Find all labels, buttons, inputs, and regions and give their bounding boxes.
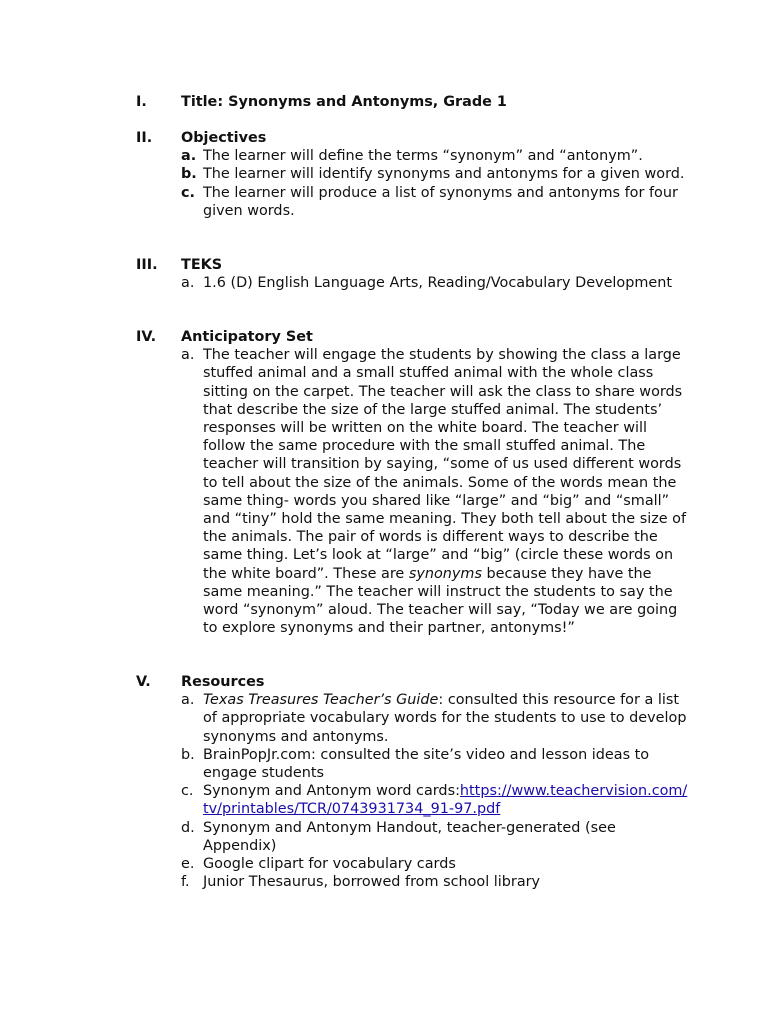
list-marker: e. <box>181 856 195 873</box>
list-marker: a. <box>181 347 195 364</box>
section-heading: Title: Synonyms and Antonyms, Grade 1 <box>181 94 507 110</box>
list-item-text: Synonym and Antonym Handout, teacher-generated (see Appendix) <box>203 819 616 854</box>
list-marker: b. <box>181 746 195 763</box>
word-cards-link[interactable]: https://www.teachervision.com/tv/printables/TCR/0743931734_91-97.pdf <box>203 783 688 818</box>
list-item <box>181 819 691 855</box>
list-item-text: Google clipart for vocabulary cards <box>203 856 456 873</box>
list-marker: c. <box>181 184 195 201</box>
objectives-list <box>181 147 691 220</box>
list-marker: c. <box>181 783 194 800</box>
paragraph-text: because they have the same meaning.” The teacher will instruct the students to say the word “synonym” aloud. The teacher will say, “Today we are going to explore synonyms and their partner, antonyms!” <box>203 565 678 637</box>
list-item-text <box>203 691 691 746</box>
list-item <box>181 274 691 292</box>
section-numeral: IV. <box>136 329 157 345</box>
list-item <box>181 165 691 183</box>
italic-term: synonyms <box>408 565 482 582</box>
resources-list <box>181 691 691 891</box>
section-heading: TEKS <box>181 257 223 273</box>
list-marker: a. <box>181 148 197 165</box>
list-item-text: The learner will identify synonyms and antonyms for a given word. <box>203 166 685 183</box>
list-item-text: The learner will produce a list of synonyms and antonyms for four given words. <box>203 184 678 219</box>
section-heading: Anticipatory Set <box>181 329 313 345</box>
list-item <box>181 346 691 637</box>
list-marker: a. <box>181 275 195 292</box>
list-item-text: BrainPopJr.com: consulted the site’s video and lesson ideas to engage students <box>203 746 650 781</box>
list-item <box>181 855 691 873</box>
list-item <box>181 873 691 891</box>
resource-description: : consulted this resource for a list of appropriate vocabulary words for the students to use to develop synonyms and antonyms. <box>203 692 687 745</box>
list-item <box>181 782 691 818</box>
section-heading: Objectives <box>181 130 267 146</box>
list-marker: d. <box>181 819 195 836</box>
section-numeral: I. <box>136 94 147 110</box>
list-item-text: Junior Thesaurus, borrowed from school library <box>203 874 541 891</box>
list-marker: f. <box>181 874 190 891</box>
list-item <box>181 184 691 220</box>
list-item <box>181 147 691 165</box>
list-item <box>181 691 691 746</box>
resource-description: Synonym and Antonym word cards: <box>203 783 460 800</box>
book-title: Texas Treasures Teacher’s Guide <box>203 692 439 709</box>
paragraph-text: The teacher will engage the students by showing the class a large stuffed animal and a small stuffed animal with the whole class sitting on the carpet. The teacher will ask the class to share words that describe the size of the large stuffed animal. The students’ responses will be written on the white board. The teacher will follow the same procedure with the small stuffed animal. The teacher will transition by saying, “some of us used different words to tell about the size of the animals. Some of the words mean the same thing- words you shared like “large” and “big” and “small” and “tiny” hold the same meaning. They both tell about the size of the animals. The pair of words is different ways to describe the same thing. Let’s look at “large” and “big” (circle these words on the white board”. These are <box>203 347 687 582</box>
list-marker: a. <box>181 692 195 709</box>
section-heading: Resources <box>181 674 265 690</box>
list-item-text: The learner will define the terms “synonym” and “antonym”. <box>203 148 643 165</box>
section-numeral: V. <box>136 674 151 690</box>
list-item-text <box>203 782 691 818</box>
list-item <box>181 746 691 782</box>
anticipatory-list <box>181 346 691 637</box>
list-item-text <box>203 346 691 637</box>
list-item-text: 1.6 (D) English Language Arts, Reading/Vocabulary Development <box>203 275 673 292</box>
section-numeral: II. <box>136 130 153 146</box>
section-numeral: III. <box>136 257 158 273</box>
list-marker: b. <box>181 166 197 183</box>
teks-list <box>181 274 691 292</box>
